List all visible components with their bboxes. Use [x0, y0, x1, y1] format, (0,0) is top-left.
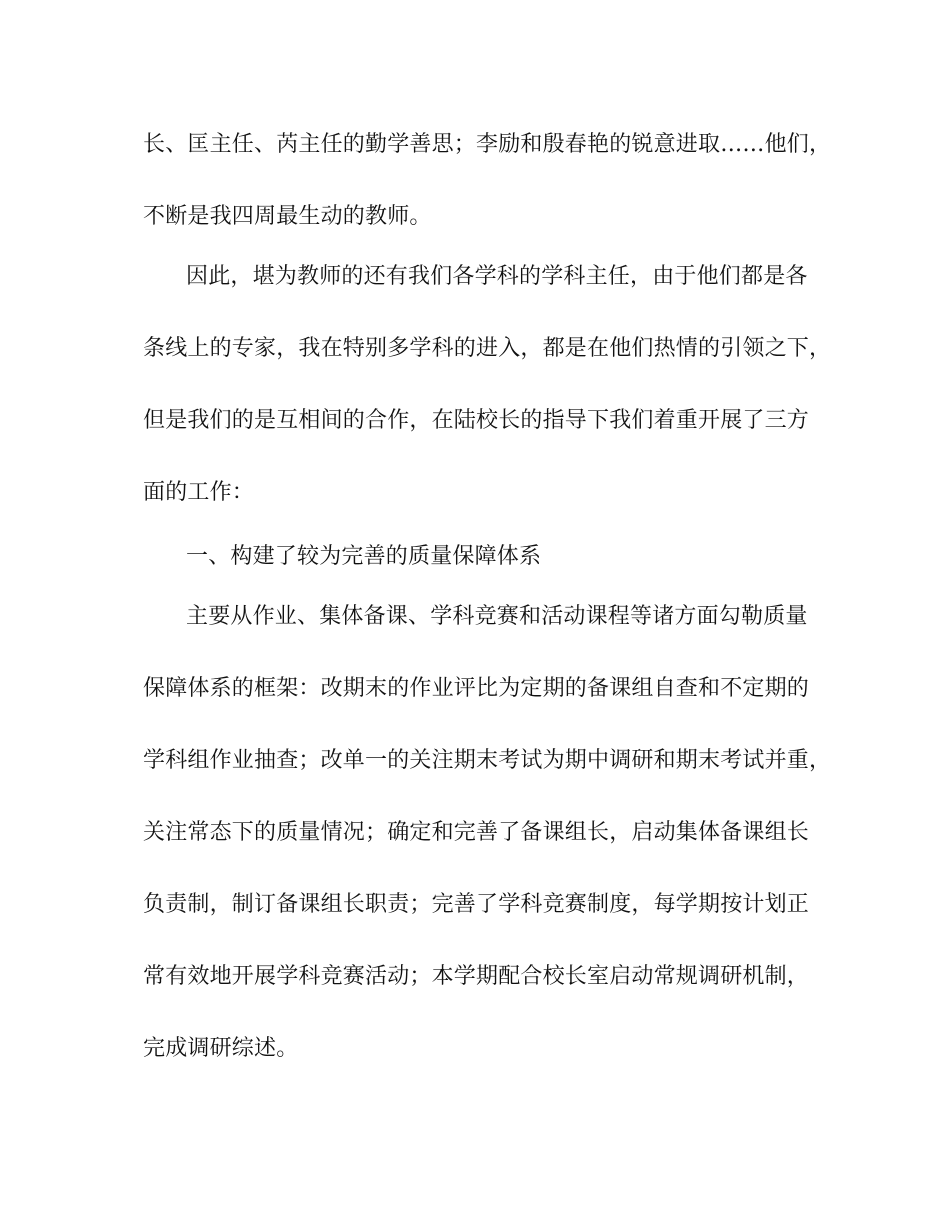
- section-heading: 一、构建了较为完善的质量保障体系: [186, 544, 542, 569]
- paragraph-start-line: 因此，堪为教师的还有我们各学科的学科主任，由于他们都是各: [186, 264, 808, 289]
- text-line: 关注常态下的质量情况；确定和完善了备课组长，启动集体备课组长: [143, 820, 810, 845]
- text-line: 完成调研综述。: [143, 1036, 299, 1061]
- text-line: 条线上的专家，我在特别多学科的进入，都是在他们热情的引领之下，: [143, 336, 832, 361]
- text-line: 面的工作：: [143, 480, 255, 505]
- text-line: 不断是我四周最生动的教师。: [143, 204, 432, 229]
- text-line: 常有效地开展学科竞赛活动；本学期配合校长室启动常规调研机制，: [143, 964, 810, 989]
- text-line: 但是我们的是互相间的合作，在陆校长的指导下我们着重开展了三方: [143, 408, 810, 433]
- text-line: 负责制，制订备课组长职责；完善了学科竞赛制度，每学期按计划正: [143, 892, 810, 917]
- text-line: 保障体系的框架：改期末的作业评比为定期的备课组自查和不定期的: [143, 676, 810, 701]
- paragraph-start-line: 主要从作业、集体备课、学科竞赛和活动课程等诸方面勾勒质量: [186, 604, 808, 629]
- text-line: 长、匡主任、芮主任的勤学善思；李励和殷春艳的锐意进取……他们，: [143, 132, 832, 157]
- text-line: 学科组作业抽查；改单一的关注期末考试为期中调研和期末考试并重，: [143, 748, 832, 773]
